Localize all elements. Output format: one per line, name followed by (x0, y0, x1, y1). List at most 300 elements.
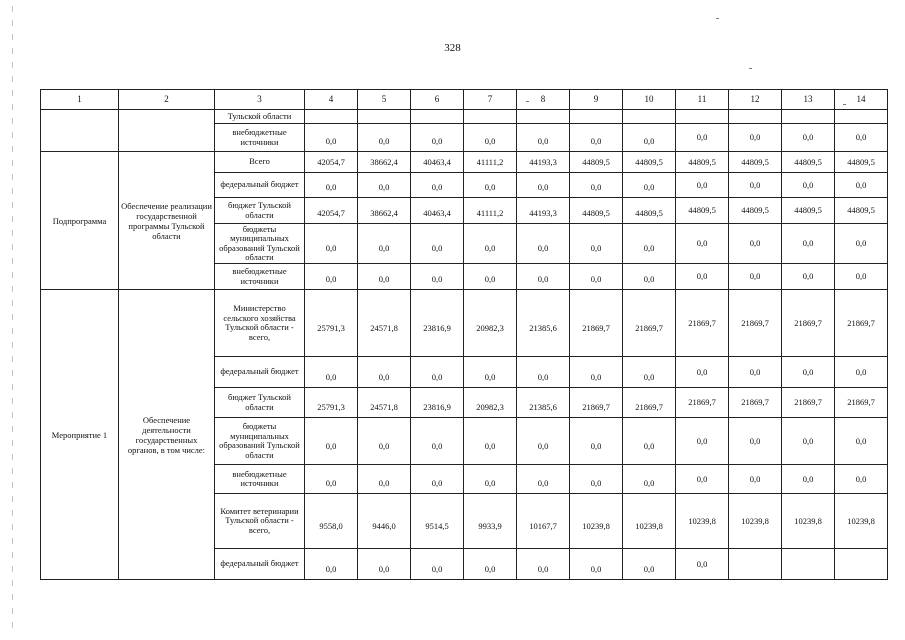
column-header-5: 5 (358, 90, 411, 110)
value-cell (411, 173, 464, 198)
funding-source: федеральный бюджет (215, 357, 305, 388)
value-cell (464, 110, 517, 124)
value-text: 0,0 (537, 440, 549, 451)
value-cell (835, 198, 888, 224)
value-text: 0,0 (855, 435, 867, 446)
value-cell (835, 110, 888, 124)
group-label: Подпрограмма (41, 152, 119, 290)
value-text: 0,0 (537, 136, 549, 146)
scan-edge-artifact (12, 6, 13, 634)
value-text: 38662,4 (370, 208, 398, 218)
column-header-13: 13 (782, 90, 835, 110)
value-text: 0,0 (537, 478, 549, 488)
value-cell (411, 494, 464, 549)
budget-table (40, 89, 888, 580)
header-row (41, 90, 888, 110)
value-cell (835, 124, 888, 152)
value-text: 0,0 (696, 558, 708, 569)
value-text: 10239,8 (582, 520, 610, 531)
value-cell (570, 124, 623, 152)
value-text: 10239,8 (635, 520, 663, 531)
value-text: 24571,8 (370, 402, 398, 412)
value-cell (305, 173, 358, 198)
value-text: 0,0 (484, 371, 496, 382)
value-text: 0,0 (749, 238, 761, 248)
value-text: 0,0 (325, 274, 337, 284)
column-header-6: 6 (411, 90, 464, 110)
value-text: 44809,5 (847, 156, 875, 167)
value-cell (729, 124, 782, 152)
value-cell (729, 465, 782, 494)
value-text: 10239,8 (847, 515, 875, 526)
value-cell (570, 290, 623, 357)
value-text: 0,0 (749, 366, 761, 377)
value-text: 0,0 (855, 473, 867, 484)
value-cell (517, 418, 570, 465)
value-text: 0,0 (749, 435, 761, 446)
value-text: 0,0 (378, 440, 390, 451)
value-text: 0,0 (378, 478, 390, 488)
value-cell (782, 124, 835, 152)
value-cell (411, 152, 464, 173)
value-cell (305, 418, 358, 465)
value-cell (570, 388, 623, 418)
group-description (119, 110, 215, 152)
value-cell (623, 494, 676, 549)
value-cell (305, 465, 358, 494)
value-cell (464, 418, 517, 465)
value-text: 0,0 (431, 274, 443, 284)
value-text: 41111,2 (476, 208, 504, 218)
column-header-4: 4 (305, 90, 358, 110)
value-text: 40463,4 (423, 156, 451, 167)
value-cell (570, 173, 623, 198)
value-cell (676, 152, 729, 173)
value-text: 9558,0 (319, 520, 343, 531)
value-cell (305, 124, 358, 152)
value-text: 44193,3 (529, 208, 557, 218)
value-text: 0,0 (696, 473, 708, 484)
value-text: 0,0 (484, 182, 496, 192)
value-cell (835, 224, 888, 264)
value-text: 0,0 (431, 371, 443, 382)
value-text: 21869,7 (582, 402, 610, 412)
value-cell (729, 357, 782, 388)
value-text: 44809,5 (688, 205, 716, 215)
value-text: 0,0 (537, 371, 549, 382)
group-description: Обеспечение реализации государственной программы Тульской области (119, 152, 215, 290)
group-label: Мероприятие 1 (41, 290, 119, 580)
value-cell (358, 152, 411, 173)
value-text: 44809,5 (635, 208, 663, 218)
value-text: 0,0 (749, 132, 761, 142)
value-text: 20982,3 (476, 402, 504, 412)
funding-source: Всего (215, 152, 305, 173)
value-text: 44809,5 (635, 156, 663, 167)
value-text: 0,0 (855, 366, 867, 377)
value-text: 0,0 (802, 179, 814, 190)
value-cell (623, 173, 676, 198)
value-cell (570, 152, 623, 173)
value-text: 0,0 (696, 366, 708, 377)
value-text: 38662,4 (370, 156, 398, 167)
value-text: 42054,7 (317, 208, 345, 218)
value-cell (676, 198, 729, 224)
value-cell (729, 494, 782, 549)
value-cell (464, 549, 517, 580)
value-text: 0,0 (749, 271, 761, 281)
value-cell (358, 173, 411, 198)
value-cell (570, 264, 623, 290)
value-text: 42054,7 (317, 156, 345, 167)
value-cell (835, 494, 888, 549)
value-text: 0,0 (484, 440, 496, 451)
column-header-2: 2 (119, 90, 215, 110)
value-text: 0,0 (802, 132, 814, 142)
value-text: 0,0 (696, 179, 708, 190)
value-text: 0,0 (696, 271, 708, 281)
value-cell (358, 549, 411, 580)
value-text: 0,0 (325, 182, 337, 192)
value-text: 0,0 (802, 366, 814, 377)
value-text: 0,0 (537, 243, 549, 253)
value-cell (835, 465, 888, 494)
table-row (41, 152, 888, 173)
value-text: 0,0 (378, 243, 390, 253)
value-text: 0,0 (643, 478, 655, 488)
value-cell (623, 549, 676, 580)
column-header-14: 14 (835, 90, 888, 110)
value-cell (729, 549, 782, 580)
funding-source: бюджет Тульской области (215, 198, 305, 224)
value-cell (835, 357, 888, 388)
value-text: 0,0 (378, 182, 390, 192)
value-text: 0,0 (431, 136, 443, 146)
value-text: 0,0 (537, 182, 549, 192)
value-cell (676, 110, 729, 124)
value-text: 0,0 (484, 243, 496, 253)
value-text: 0,0 (325, 371, 337, 382)
value-cell (411, 290, 464, 357)
value-cell (729, 110, 782, 124)
value-cell (835, 418, 888, 465)
value-cell (358, 418, 411, 465)
value-text: 9514,5 (425, 520, 449, 531)
value-text: 0,0 (643, 274, 655, 284)
value-cell (517, 465, 570, 494)
value-cell (623, 110, 676, 124)
value-text: 44809,5 (794, 156, 822, 167)
value-cell (517, 549, 570, 580)
value-cell (623, 224, 676, 264)
column-header-10: 10 (623, 90, 676, 110)
value-text: 23816,9 (423, 322, 451, 333)
value-cell (464, 124, 517, 152)
value-cell (623, 357, 676, 388)
value-text: 21869,7 (794, 317, 822, 328)
value-cell (464, 388, 517, 418)
value-text: 21869,7 (847, 317, 875, 328)
value-cell (835, 549, 888, 580)
funding-source: внебюджетные источники (215, 465, 305, 494)
column-header-1: 1 (41, 90, 119, 110)
value-text: 0,0 (590, 478, 602, 488)
value-text: 0,0 (537, 274, 549, 284)
value-cell (570, 110, 623, 124)
value-cell (464, 290, 517, 357)
value-cell (782, 388, 835, 418)
value-cell (676, 494, 729, 549)
value-text: 0,0 (855, 179, 867, 190)
value-text: 21869,7 (794, 397, 822, 407)
value-text: 9446,0 (372, 520, 396, 531)
value-text: 0,0 (590, 274, 602, 284)
value-cell (676, 549, 729, 580)
value-cell (835, 388, 888, 418)
scan-speck (749, 68, 752, 69)
value-cell (464, 198, 517, 224)
table-row (41, 110, 888, 124)
value-cell (782, 357, 835, 388)
value-cell (305, 110, 358, 124)
value-text: 9933,9 (478, 520, 502, 531)
funding-source: Тульской области (215, 110, 305, 124)
value-text: 44809,5 (582, 156, 610, 167)
value-cell (676, 290, 729, 357)
value-text: 10239,8 (688, 515, 716, 526)
funding-source: бюджеты муниципальных образований Тульской области (215, 418, 305, 465)
value-cell (729, 264, 782, 290)
value-cell (835, 173, 888, 198)
value-cell (623, 388, 676, 418)
funding-source: федеральный бюджет (215, 549, 305, 580)
value-cell (305, 264, 358, 290)
value-cell (517, 388, 570, 418)
value-text: 0,0 (696, 132, 708, 142)
value-cell (305, 152, 358, 173)
value-cell (464, 224, 517, 264)
value-cell (358, 465, 411, 494)
value-text: 21869,7 (688, 317, 716, 328)
value-cell (517, 124, 570, 152)
value-text: 0,0 (749, 473, 761, 484)
value-text: 0,0 (802, 238, 814, 248)
value-cell (517, 290, 570, 357)
value-cell (464, 152, 517, 173)
value-text: 44809,5 (688, 156, 716, 167)
value-cell (676, 418, 729, 465)
value-text: 0,0 (643, 371, 655, 382)
value-cell (729, 198, 782, 224)
value-text: 21869,7 (582, 322, 610, 333)
value-text: 0,0 (590, 563, 602, 574)
value-cell (729, 290, 782, 357)
value-cell (729, 173, 782, 198)
value-cell (623, 418, 676, 465)
value-cell (570, 465, 623, 494)
value-text: 0,0 (484, 136, 496, 146)
value-cell (676, 357, 729, 388)
value-text: 0,0 (431, 440, 443, 451)
value-cell (517, 152, 570, 173)
value-text: 0,0 (643, 563, 655, 574)
value-cell (464, 264, 517, 290)
value-cell (411, 388, 464, 418)
value-text: 0,0 (696, 238, 708, 248)
value-cell (782, 224, 835, 264)
scan-speck (716, 18, 719, 19)
value-cell (411, 418, 464, 465)
funding-source: бюджеты муниципальных образований Тульской области (215, 224, 305, 264)
value-cell (570, 198, 623, 224)
value-cell (411, 264, 464, 290)
value-cell (729, 418, 782, 465)
value-cell (464, 465, 517, 494)
value-cell (835, 290, 888, 357)
value-cell (782, 549, 835, 580)
value-cell (517, 173, 570, 198)
value-cell (358, 494, 411, 549)
value-text: 0,0 (325, 243, 337, 253)
value-text: 0,0 (590, 371, 602, 382)
value-text: 23816,9 (423, 402, 451, 412)
value-cell (358, 388, 411, 418)
page-number: 328 (444, 42, 461, 54)
value-text: 10167,7 (529, 520, 557, 531)
column-header-9: 9 (570, 90, 623, 110)
table-row (41, 290, 888, 357)
value-cell (782, 290, 835, 357)
value-cell (358, 357, 411, 388)
value-text: 21385,6 (529, 322, 557, 333)
column-header-8: 8 (517, 90, 570, 110)
value-cell (517, 264, 570, 290)
value-text: 25791,3 (317, 322, 345, 333)
value-text: 0,0 (325, 440, 337, 451)
value-cell (464, 494, 517, 549)
value-cell (305, 494, 358, 549)
value-text: 0,0 (590, 182, 602, 192)
value-text: 21869,7 (741, 317, 769, 328)
column-header-3: 3 (215, 90, 305, 110)
value-text: 0,0 (537, 563, 549, 574)
value-cell (517, 357, 570, 388)
value-text: 0,0 (431, 478, 443, 488)
value-text: 21385,6 (529, 402, 557, 412)
value-text: 0,0 (855, 132, 867, 142)
value-cell (358, 124, 411, 152)
funding-source: внебюджетные источники (215, 264, 305, 290)
funding-source: Комитет ветеринарии Тульской области - всего, (215, 494, 305, 549)
value-cell (676, 124, 729, 152)
value-cell (305, 357, 358, 388)
value-text: 24571,8 (370, 322, 398, 333)
value-cell (676, 264, 729, 290)
value-cell (676, 173, 729, 198)
value-text: 0,0 (802, 271, 814, 281)
value-cell (729, 152, 782, 173)
value-cell (570, 357, 623, 388)
value-cell (358, 110, 411, 124)
value-text: 0,0 (325, 136, 337, 146)
value-cell (517, 198, 570, 224)
value-text: 0,0 (484, 478, 496, 488)
value-cell (623, 290, 676, 357)
group-label (41, 110, 119, 152)
value-cell (464, 357, 517, 388)
value-text: 0,0 (802, 435, 814, 446)
value-cell (782, 110, 835, 124)
value-cell (782, 465, 835, 494)
value-cell (782, 173, 835, 198)
value-cell (358, 224, 411, 264)
value-cell (623, 152, 676, 173)
value-cell (305, 290, 358, 357)
value-text: 40463,4 (423, 208, 451, 218)
value-cell (782, 264, 835, 290)
value-cell (623, 124, 676, 152)
funding-source: внебюджетные источники (215, 124, 305, 152)
value-text: 44809,5 (741, 156, 769, 167)
value-cell (517, 494, 570, 549)
value-text: 0,0 (802, 473, 814, 484)
value-text: 0,0 (378, 136, 390, 146)
value-text: 0,0 (590, 243, 602, 253)
value-text: 0,0 (855, 238, 867, 248)
value-cell (570, 494, 623, 549)
value-text: 0,0 (431, 182, 443, 192)
value-cell (411, 465, 464, 494)
value-text: 21869,7 (635, 402, 663, 412)
value-cell (782, 152, 835, 173)
value-cell (676, 224, 729, 264)
value-text: 10239,8 (741, 515, 769, 526)
value-text: 44809,5 (582, 208, 610, 218)
value-text: 0,0 (643, 243, 655, 253)
value-cell (305, 198, 358, 224)
value-cell (305, 388, 358, 418)
value-text: 25791,3 (317, 402, 345, 412)
funding-source: Министерство сельского хозяйства Тульской области - всего, (215, 290, 305, 357)
value-cell (464, 173, 517, 198)
value-cell (570, 549, 623, 580)
value-cell (305, 549, 358, 580)
value-cell (305, 224, 358, 264)
value-text: 44809,5 (794, 205, 822, 215)
value-text: 44193,3 (529, 156, 557, 167)
column-header-7: 7 (464, 90, 517, 110)
value-cell (411, 357, 464, 388)
value-text: 0,0 (431, 563, 443, 574)
value-text: 21869,7 (847, 397, 875, 407)
value-text: 0,0 (325, 563, 337, 574)
value-text: 0,0 (378, 274, 390, 284)
value-text: 0,0 (484, 563, 496, 574)
column-header-12: 12 (729, 90, 782, 110)
funding-source: федеральный бюджет (215, 173, 305, 198)
value-cell (835, 264, 888, 290)
value-cell (676, 465, 729, 494)
value-cell (570, 418, 623, 465)
value-cell (517, 224, 570, 264)
value-text: 0,0 (643, 136, 655, 146)
value-cell (623, 465, 676, 494)
value-text: 0,0 (378, 371, 390, 382)
value-cell (411, 124, 464, 152)
value-cell (358, 264, 411, 290)
value-cell (835, 152, 888, 173)
value-cell (411, 110, 464, 124)
